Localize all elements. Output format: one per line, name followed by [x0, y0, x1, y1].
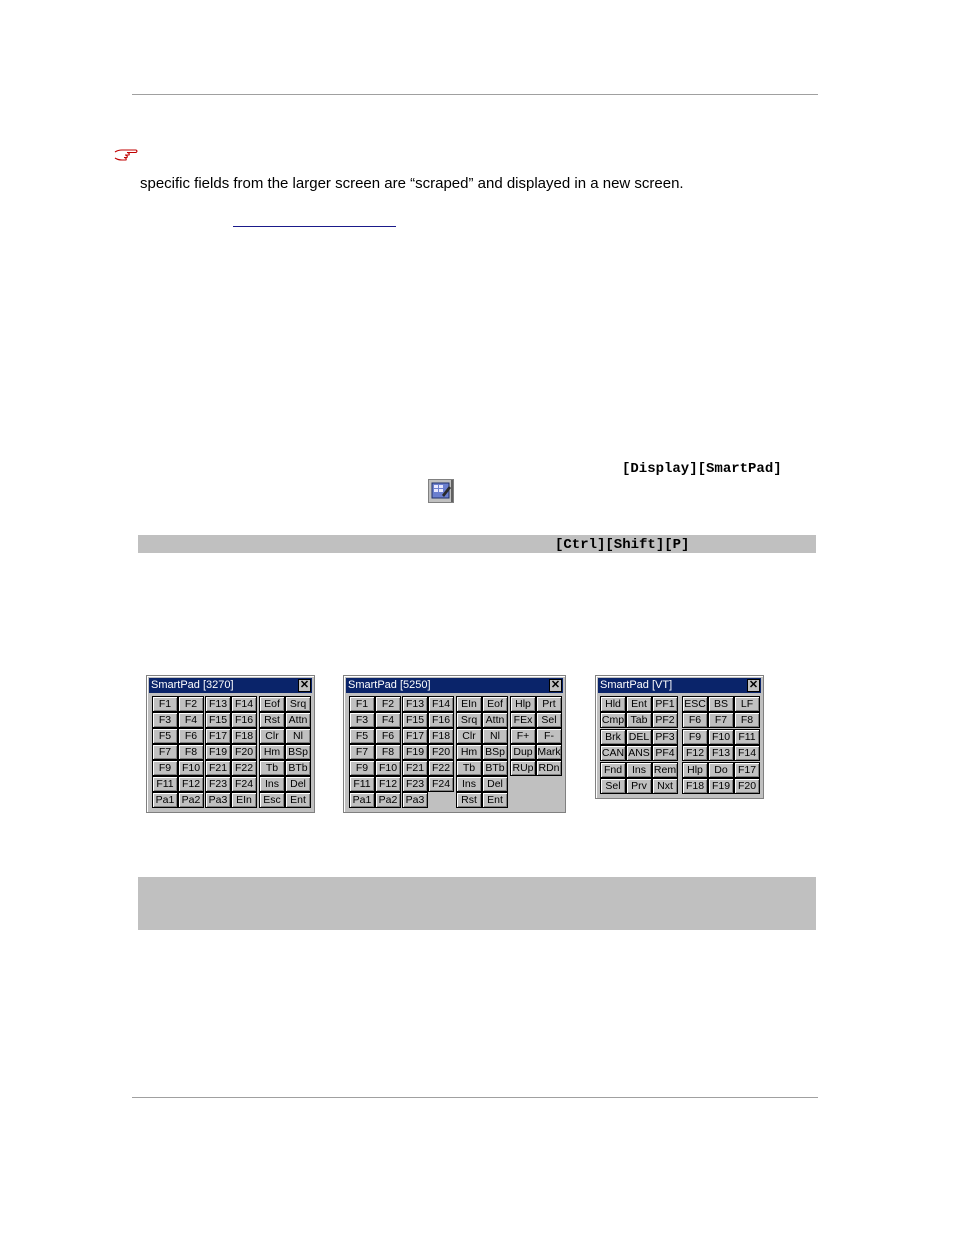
key-pa1-button[interactable]: Pa1 — [349, 792, 375, 808]
key-btb-button[interactable]: BTb — [285, 760, 311, 776]
key-f19-button[interactable]: F19 — [708, 778, 734, 794]
key-f3-button[interactable]: F3 — [349, 712, 375, 728]
key-f1-button[interactable]: F1 — [349, 696, 375, 712]
key-btb-button[interactable]: BTb — [482, 760, 508, 776]
key-f20-button[interactable]: F20 — [734, 778, 760, 794]
key-f4-button[interactable]: F4 — [375, 712, 401, 728]
key-f5-button[interactable]: F5 — [152, 728, 178, 744]
key-hm-button[interactable]: Hm — [259, 744, 285, 760]
key-clr-button[interactable]: Clr — [259, 728, 285, 744]
key-eof-button[interactable]: Eof — [259, 696, 285, 712]
key-f20-button[interactable]: F20 — [231, 744, 257, 760]
key-pf3-button[interactable]: PF3 — [652, 729, 678, 745]
key-f12-button[interactable]: F12 — [178, 776, 204, 792]
smartpad-3270-window — [146, 675, 315, 813]
key-fnd-button[interactable]: Fnd — [600, 762, 626, 778]
key-esc-button[interactable]: Esc — [259, 792, 285, 808]
key-f18-button[interactable]: F18 — [428, 728, 454, 744]
key-f13-button[interactable]: F13 — [402, 696, 428, 712]
window-title-text: SmartPad [3270] — [151, 679, 234, 691]
key-f15-button[interactable]: F15 — [402, 712, 428, 728]
key-f23-button[interactable]: F23 — [402, 776, 428, 792]
key-pa3-button[interactable]: Pa3 — [402, 792, 428, 808]
key-prt-button[interactable]: Prt — [536, 696, 562, 712]
key-bsp-button[interactable]: BSp — [482, 744, 508, 760]
key-prv-button[interactable]: Prv — [626, 778, 652, 794]
key-bs-button[interactable]: BS — [708, 696, 734, 712]
key-lf-button[interactable]: LF — [734, 696, 760, 712]
key-attn-button[interactable]: Attn — [285, 712, 311, 728]
key-nxt-button[interactable]: Nxt — [652, 778, 678, 794]
menu-path: [Display][SmartPad] — [622, 461, 782, 477]
key-f8-button[interactable]: F8 — [734, 712, 760, 728]
key-ent-button[interactable]: Ent — [285, 792, 311, 808]
key-pa1-button[interactable]: Pa1 — [152, 792, 178, 808]
key-pf4-button[interactable]: PF4 — [652, 745, 678, 761]
body-paragraph: specific fields from the larger screen are “scraped” and displayed in a new screen. — [140, 175, 684, 192]
key-f20-button[interactable]: F20 — [428, 744, 454, 760]
key-del-button[interactable]: Del — [482, 776, 508, 792]
key-f14-button[interactable]: F14 — [734, 745, 760, 761]
smartpad-toolbar-icon — [428, 479, 454, 503]
key-f23-button[interactable]: F23 — [205, 776, 231, 792]
key-cmp-button[interactable]: Cmp — [601, 714, 625, 726]
key-srq-button[interactable]: Srq — [285, 696, 311, 712]
key-ans-button[interactable]: ANS — [626, 745, 652, 761]
key-f12-button[interactable]: F12 — [682, 745, 708, 761]
key-rst-button[interactable]: Rst — [259, 712, 285, 728]
key-ein-button[interactable]: EIn — [456, 696, 482, 712]
key-tb-button[interactable]: Tb — [259, 760, 285, 776]
key-hm-button[interactable]: Hm — [456, 744, 482, 760]
key-f--button[interactable]: F+ — [510, 728, 536, 744]
smartpad-vt-window — [595, 675, 764, 799]
hyperlink-underline[interactable] — [233, 226, 396, 227]
key-f8-button[interactable]: F8 — [375, 744, 401, 760]
key-f1-button[interactable]: F1 — [152, 696, 178, 712]
key-ins-button[interactable]: Ins — [456, 776, 482, 792]
key-clr-button[interactable]: Clr — [456, 728, 482, 744]
key-f6-button[interactable]: F6 — [375, 728, 401, 744]
note-bar — [138, 877, 816, 930]
key-hlp-button[interactable]: Hlp — [510, 696, 536, 712]
window-title-text: SmartPad [VT] — [600, 679, 673, 691]
key-eof-button[interactable]: Eof — [482, 696, 508, 712]
key-pa2-button[interactable]: Pa2 — [178, 792, 204, 808]
key-tab-button[interactable]: Tab — [626, 712, 652, 728]
key-fex-button[interactable]: FEx — [510, 712, 536, 728]
key-nl-button[interactable]: Nl — [482, 728, 508, 744]
close-icon[interactable]: ✕ — [748, 679, 759, 691]
key-can-button[interactable]: CAN — [601, 747, 625, 759]
key-f15-button[interactable]: F15 — [205, 712, 231, 728]
key-f7-button[interactable]: F7 — [152, 744, 178, 760]
key-f9-button[interactable]: F9 — [152, 760, 178, 776]
smartpad-5250-title — [346, 678, 563, 693]
key-f11-button[interactable]: F11 — [734, 729, 760, 745]
key-f10-button[interactable]: F10 — [708, 729, 734, 745]
key-del-button[interactable]: DEL — [626, 729, 652, 745]
key-f19-button[interactable]: F19 — [205, 744, 231, 760]
key-esc-button[interactable]: ESC — [682, 696, 708, 712]
key-f10-button[interactable]: F10 — [375, 760, 401, 776]
key-dup-button[interactable]: Dup — [510, 744, 536, 760]
key-pf1-button[interactable]: PF1 — [652, 696, 678, 712]
key-f14-button[interactable]: F14 — [231, 696, 257, 712]
shortcut-keys: [Ctrl][Shift][P] — [555, 537, 690, 553]
key-f3-button[interactable]: F3 — [152, 712, 178, 728]
shortcut-bar — [138, 535, 816, 553]
key-f11-button[interactable]: F11 — [349, 776, 375, 792]
key-f17-button[interactable]: F17 — [734, 762, 760, 778]
key-hld-button[interactable]: Hld — [600, 696, 626, 712]
key-ent-button[interactable]: Ent — [626, 696, 652, 712]
key-rst-button[interactable]: Rst — [456, 792, 482, 808]
key-rup-button[interactable]: RUp — [510, 760, 536, 776]
key-pf2-button[interactable]: PF2 — [652, 712, 678, 728]
key-f13-button[interactable]: F13 — [708, 745, 734, 761]
key-f22-button[interactable]: F22 — [231, 760, 257, 776]
key-f10-button[interactable]: F10 — [178, 760, 204, 776]
key-rem-button[interactable]: Rem — [653, 764, 677, 776]
key-f18-button[interactable]: F18 — [682, 778, 708, 794]
key-f16-button[interactable]: F16 — [231, 712, 257, 728]
key-f6-button[interactable]: F6 — [178, 728, 204, 744]
key-hlp-button[interactable]: Hlp — [682, 762, 708, 778]
close-icon[interactable]: ✕ — [299, 679, 310, 691]
key-f18-button[interactable]: F18 — [231, 728, 257, 744]
key-ent-button[interactable]: Ent — [482, 792, 508, 808]
key-attn-button[interactable]: Attn — [482, 712, 508, 728]
smartpad-vt-title — [598, 678, 761, 693]
key-nl-button[interactable]: Nl — [285, 728, 311, 744]
key-f17-button[interactable]: F17 — [402, 728, 428, 744]
key-ins-button[interactable]: Ins — [259, 776, 285, 792]
key-f14-button[interactable]: F14 — [428, 696, 454, 712]
key-f--button[interactable]: F- — [536, 728, 562, 744]
key-brk-button[interactable]: Brk — [600, 729, 626, 745]
key-rdn-button[interactable]: RDn — [536, 760, 562, 776]
smartpad-3270-title — [149, 678, 312, 693]
key-f16-button[interactable]: F16 — [428, 712, 454, 728]
key-f17-button[interactable]: F17 — [205, 728, 231, 744]
key-f13-button[interactable]: F13 — [205, 696, 231, 712]
key-srq-button[interactable]: Srq — [456, 712, 482, 728]
key-del-button[interactable]: Del — [285, 776, 311, 792]
key-f22-button[interactable]: F22 — [428, 760, 454, 776]
window-title-text: SmartPad [5250] — [348, 679, 431, 691]
key-tb-button[interactable]: Tb — [456, 760, 482, 776]
smartpad-5250-window — [343, 675, 566, 813]
key-mark-button[interactable]: Mark — [537, 746, 561, 758]
pointing-hand-icon — [114, 146, 140, 164]
key-f11-button[interactable]: F11 — [152, 776, 178, 792]
key-f21-button[interactable]: F21 — [205, 760, 231, 776]
key-f6-button[interactable]: F6 — [682, 712, 708, 728]
key-f2-button[interactable]: F2 — [375, 696, 401, 712]
key-sel-button[interactable]: Sel — [536, 712, 562, 728]
footer-rule — [132, 1097, 818, 1098]
key-ins-button[interactable]: Ins — [626, 762, 652, 778]
key-bsp-button[interactable]: BSp — [285, 744, 311, 760]
close-icon[interactable]: ✕ — [550, 679, 561, 691]
key-f4-button[interactable]: F4 — [178, 712, 204, 728]
key-pa2-button[interactable]: Pa2 — [375, 792, 401, 808]
key-f8-button[interactable]: F8 — [178, 744, 204, 760]
key-do-button[interactable]: Do — [708, 762, 734, 778]
key-f2-button[interactable]: F2 — [178, 696, 204, 712]
key-sel-button[interactable]: Sel — [600, 778, 626, 794]
key-f12-button[interactable]: F12 — [375, 776, 401, 792]
key-f19-button[interactable]: F19 — [402, 744, 428, 760]
key-f5-button[interactable]: F5 — [349, 728, 375, 744]
key-f7-button[interactable]: F7 — [349, 744, 375, 760]
key-pa3-button[interactable]: Pa3 — [205, 792, 231, 808]
key-f9-button[interactable]: F9 — [682, 729, 708, 745]
key-f24-button[interactable]: F24 — [231, 776, 257, 792]
key-ein-button[interactable]: EIn — [231, 792, 257, 808]
header-rule — [132, 94, 818, 95]
key-f9-button[interactable]: F9 — [349, 760, 375, 776]
key-f21-button[interactable]: F21 — [402, 760, 428, 776]
key-f7-button[interactable]: F7 — [708, 712, 734, 728]
key-f24-button[interactable]: F24 — [428, 776, 454, 792]
